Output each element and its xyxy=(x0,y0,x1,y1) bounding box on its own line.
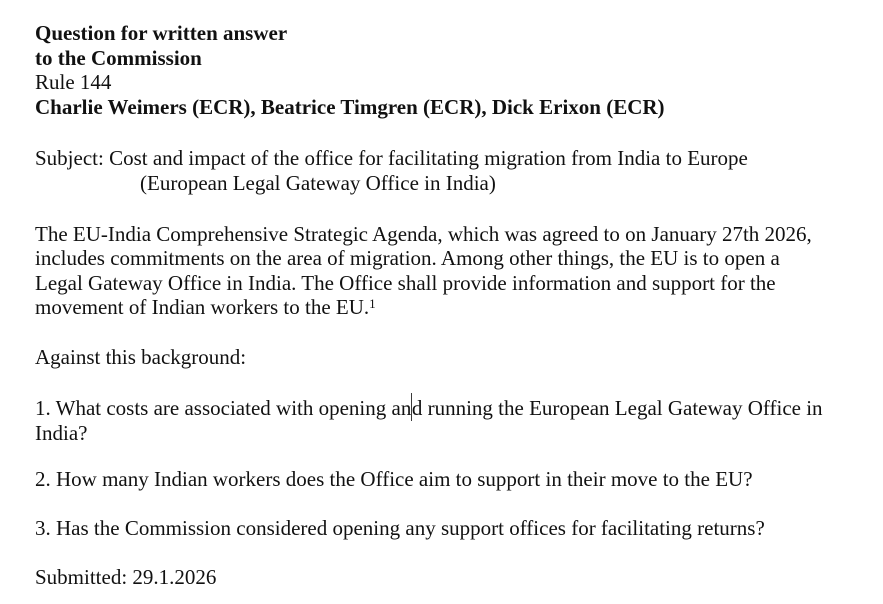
body-line4 xyxy=(35,295,863,320)
background-intro-line: Against this background: xyxy=(35,344,247,369)
body-line2: includes commitments on the area of migration. Among other things, the EU is to open a xyxy=(35,246,780,271)
question-1 xyxy=(35,393,863,446)
submitted-line: Submitted: 29.1.2026 xyxy=(35,565,217,590)
body-line1: The EU-India Comprehensive Strategic Agenda, which was agreed to on January 27th 2026, xyxy=(35,221,812,246)
body-paragraph xyxy=(35,222,863,320)
question-3 xyxy=(35,516,863,541)
question-1-text-after-caret: d running the European Legal Gateway Office in xyxy=(411,395,823,420)
subject-line2: (European Legal Gateway Office in India) xyxy=(140,170,496,195)
document-title-line2: to the Commission xyxy=(35,45,202,70)
submitted-block xyxy=(35,565,863,590)
footnote-reference: 1 xyxy=(369,296,376,312)
body-line4-text: movement of Indian workers to the EU. xyxy=(35,295,370,320)
background-intro-block xyxy=(35,345,863,370)
question-1-line1 xyxy=(35,393,863,421)
rule-number: Rule 144 xyxy=(35,70,112,95)
subject-line1: Subject: Cost and impact of the office for facilitating migration from India to Europe xyxy=(35,146,748,171)
document-title-line1: Question for written answer xyxy=(35,21,288,45)
subject-block xyxy=(35,146,863,195)
question-1-line2: India? xyxy=(35,420,88,445)
question-header xyxy=(35,21,863,119)
authors-line: Charlie Weimers (ECR), Beatrice Timgren (ECR), Dick Erixon (ECR) xyxy=(35,94,665,119)
question-2-line: 2. How many Indian workers does the Office aim to support in their move to the EU? xyxy=(35,467,753,492)
question-1-text-before-caret: 1. What costs are associated with opening an xyxy=(35,395,412,420)
question-2 xyxy=(35,467,863,492)
question-3-line: 3. Has the Commission considered opening any support offices for facilitating returns? xyxy=(35,515,765,540)
body-line3: Legal Gateway Office in India. The Office shall provide information and support for the xyxy=(35,270,776,295)
